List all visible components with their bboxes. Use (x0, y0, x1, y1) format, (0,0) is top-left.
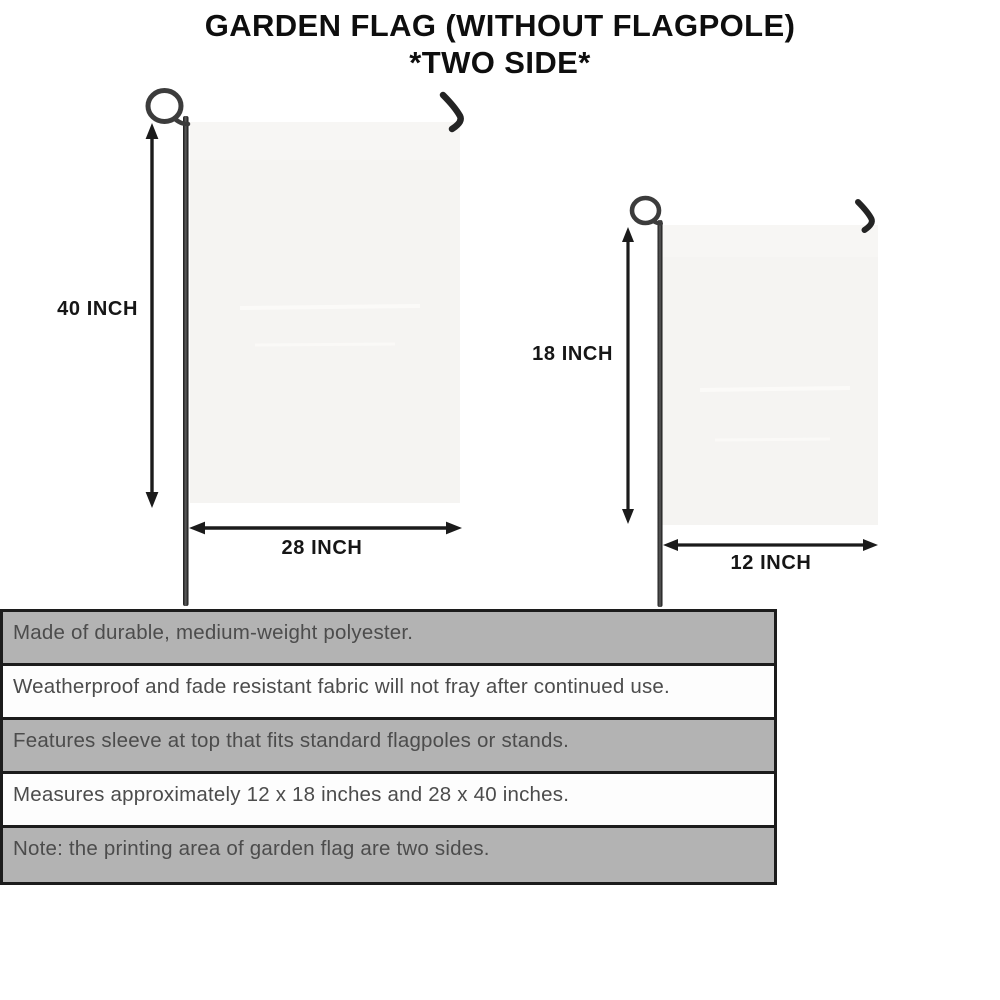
feature-row-material: Made of durable, medium-weight polyester. (3, 612, 774, 666)
large-flag-fold-highlight (240, 306, 420, 308)
large-flag-pole (183, 116, 189, 606)
feature-row-note: Note: the printing area of garden flag are two sides. (3, 828, 774, 882)
feature-row-sleeve: Features sleeve at top that fits standard flagpoles or stands. (3, 720, 774, 774)
small-flag-fold-highlight (715, 439, 830, 440)
small-flag-pole (658, 220, 663, 607)
small-flag-height-arrow (622, 227, 634, 524)
small-flag-group (622, 198, 878, 607)
small-flag-fabric (662, 225, 878, 525)
large-flag-fold-highlight (255, 344, 395, 345)
large-flag-sleeve (190, 122, 460, 160)
large-flag-width-label: 28 INCH (281, 537, 363, 559)
small-flag-sleeve (662, 225, 878, 257)
small-flag-height-label: 18 INCH (532, 343, 613, 365)
title-line-1: GARDEN FLAG (WITHOUT FLAGPOLE) (204, 8, 796, 43)
large-flag-width-arrow (189, 522, 462, 535)
small-flag-pole-loop (632, 198, 659, 223)
large-flag-height-arrow (146, 123, 159, 508)
small-flag-fold-highlight (700, 388, 850, 390)
feature-row-weatherproof: Weatherproof and fade resistant fabric will not fray after continued use. (3, 666, 774, 720)
large-flag-fabric (190, 122, 460, 503)
feature-row-measurements: Measures approximately 12 x 18 inches and 28 x 40 inches. (3, 774, 774, 828)
small-flag-width-arrow (663, 539, 878, 551)
title-line-2: *TWO SIDE* (409, 45, 591, 80)
large-flag-pole-loop (148, 91, 181, 122)
small-flag-width-label: 12 INCH (730, 552, 812, 574)
large-flag-height-label: 40 INCH (57, 298, 138, 320)
feature-list (0, 609, 777, 885)
large-flag-group (146, 91, 462, 607)
